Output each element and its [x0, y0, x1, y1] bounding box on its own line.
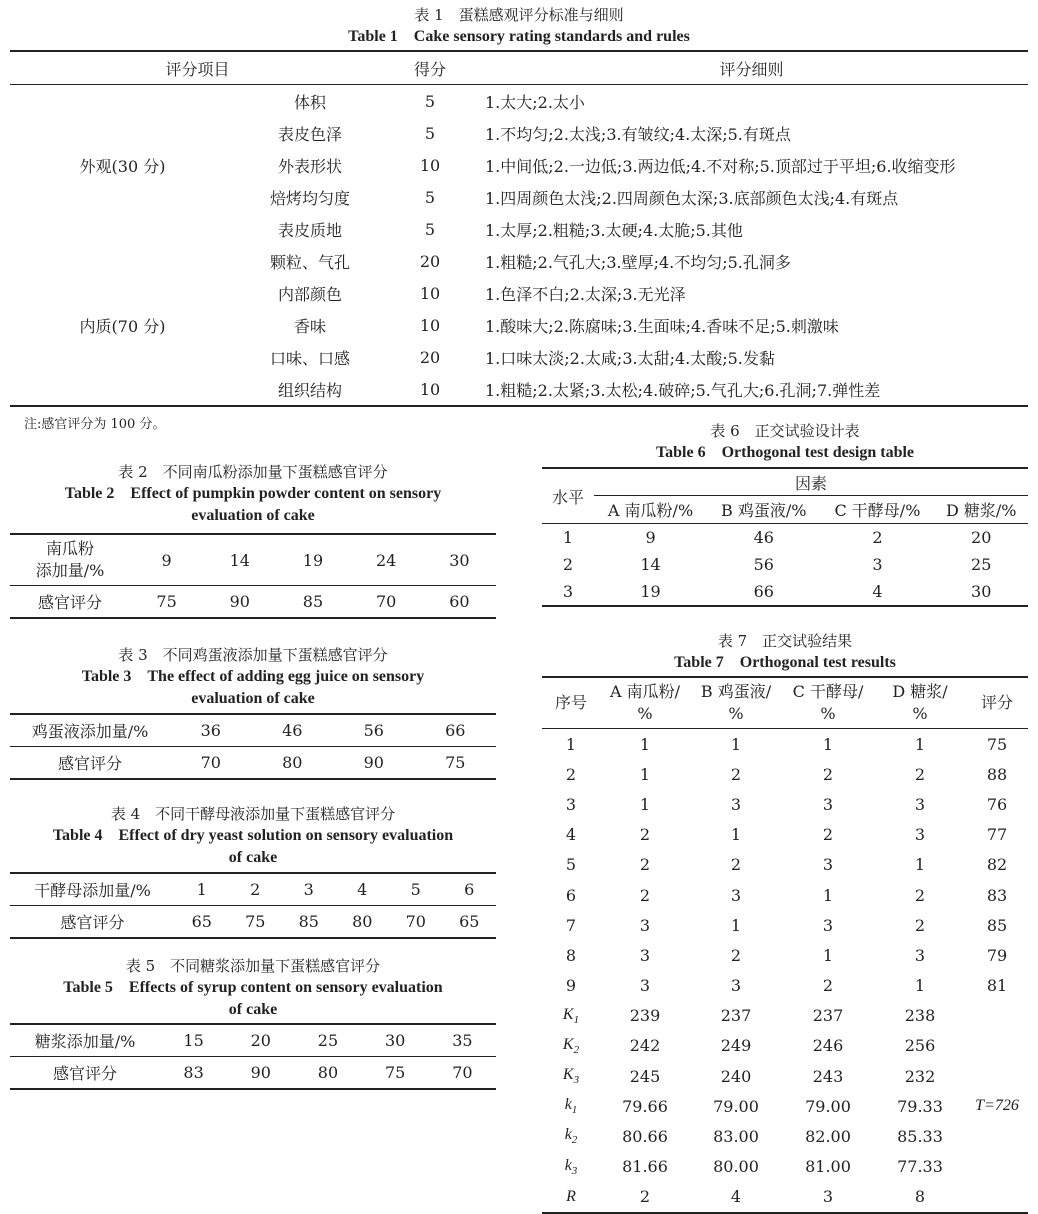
table7-cell: 3: [730, 976, 742, 996]
table7-cell: 1: [914, 976, 926, 996]
table7-run-number: 3: [565, 794, 577, 814]
table7-stat-value: 2: [600, 1182, 690, 1213]
table5-score: 70: [429, 1057, 496, 1090]
table7-cell: 1: [822, 734, 834, 754]
table6-cell: 30: [934, 578, 1028, 606]
table5-caption-en-2: of cake: [228, 1001, 278, 1018]
table7-cell: 2: [822, 764, 834, 784]
table7-run-row: [542, 789, 1028, 819]
table1-score: 5: [424, 187, 436, 207]
table4-amount: 1: [175, 873, 229, 906]
table2-caption-en-2: evaluation of cake: [191, 507, 315, 524]
table1-score: 10: [419, 315, 441, 335]
table4-amount: 6: [443, 873, 497, 906]
table6-cell: 14: [640, 555, 661, 574]
table7-run-row: [542, 910, 1028, 940]
table1-item: 表皮色泽: [277, 124, 342, 144]
table7-header: [542, 677, 600, 729]
table7-stat-extra: [966, 1031, 1028, 1061]
table2-amount: 14: [203, 534, 276, 586]
table7-cell: 1: [822, 885, 834, 905]
table1-rules: 1.粗糙;2.太紧;3.太松;4.破碎;5.气孔大;6.孔洞;7.弹性差: [475, 373, 1028, 406]
table7-cell: 2: [639, 825, 651, 845]
table5-row-label: 糖浆添加量/%: [10, 1024, 160, 1057]
table3-score: 75: [415, 747, 497, 780]
table7-run-number: 5: [565, 855, 577, 875]
table3-amount: 36: [170, 714, 252, 747]
table7-stat-value: 79.33: [897, 1096, 943, 1116]
table7-stat-extra: [966, 1001, 1028, 1031]
table7-cell: 81: [986, 976, 1008, 996]
table7-run-number: 7: [565, 915, 577, 935]
table1-score: 5: [424, 219, 436, 239]
table7-stat-symbol: K: [562, 1066, 574, 1084]
table7-header-line1: C 干酵母/: [792, 682, 864, 701]
table7-stat-row: [542, 1031, 1028, 1061]
table3-caption-en-2: evaluation of cake: [191, 690, 315, 707]
table1-item: 表皮质地: [277, 220, 342, 240]
table3-score-label: 感官评分: [10, 747, 170, 780]
table7-cell: 1: [914, 855, 926, 875]
table7-stat-extra: [966, 1121, 1028, 1151]
table7-cell: 1: [639, 734, 651, 754]
table7-stat-symbol: R: [566, 1187, 576, 1205]
table1-item: 体积: [293, 92, 326, 112]
table7-stat-value: 80.00: [713, 1157, 759, 1177]
table3-amount: 46: [252, 714, 334, 747]
table7-header: [966, 677, 1028, 729]
table6-orthogonal-design: [542, 467, 1028, 607]
table4-amount: 5: [389, 873, 443, 906]
table7-stat-value: 8: [874, 1182, 966, 1213]
table7-stat-label: [542, 1001, 600, 1031]
table1-item: 外表形状: [277, 156, 342, 176]
table6-level: 3: [542, 578, 594, 606]
table6-cell: 3: [872, 555, 883, 574]
table7-run-number: 2: [565, 764, 577, 784]
table7-stat-value: 256: [904, 1036, 936, 1056]
table7-cell: 2: [822, 825, 834, 845]
table6-cell: 25: [971, 555, 992, 574]
table4-score: 80: [336, 906, 390, 939]
table7-stat-symbol: K: [562, 1005, 574, 1023]
table1-rules: 1.酸味大;2.陈腐味;3.生面味;4.香味不足;5.刺激味: [485, 316, 839, 336]
table1-row: [10, 245, 1028, 277]
table6-cell: 56: [753, 555, 774, 574]
table7-header-line2: %: [637, 704, 653, 723]
table7-stat-extra: [966, 1152, 1028, 1182]
table5-caption-en-1: Table 5 Effects of syrup content on sensory evaluation: [63, 979, 443, 996]
table2-score-label: 感官评分: [10, 586, 130, 619]
table1-item: 内部颜色: [277, 284, 342, 304]
table1-score: 5: [424, 91, 436, 111]
table7-stat-value: 237: [720, 1006, 752, 1026]
table7-cell: 3: [822, 915, 834, 935]
table1-caption: [10, 4, 1028, 48]
table7-stat-label: [542, 1061, 600, 1091]
table7-header-line1: 序号: [554, 693, 587, 712]
table4-amount: 3: [282, 873, 336, 906]
table1-rules: 1.太厚;2.粗糙;3.太硬;4.太脆;5.其他: [485, 220, 743, 240]
table2-score: 85: [276, 586, 349, 619]
table7-stat-subscript: 1: [573, 1013, 580, 1026]
table5-caption: [10, 955, 496, 1021]
table7-stat-label: [542, 1091, 600, 1121]
table7-run-row: [542, 880, 1028, 910]
table3-egg-juice: [10, 713, 496, 780]
table7-stat-symbol: k: [564, 1156, 572, 1174]
table1-caption-zh: 表 1 蛋糕感观评分标准与细则: [414, 6, 624, 24]
table4-caption-en-2: of cake: [228, 849, 278, 866]
table7-stat-row: [542, 1061, 1028, 1091]
table3-score: 70: [170, 747, 252, 780]
table4-score: 70: [389, 906, 443, 939]
table7-run-number: 6: [565, 885, 577, 905]
table7-cell: 79: [986, 945, 1008, 965]
table2-score: 60: [423, 586, 496, 619]
table7-cell: 3: [914, 825, 926, 845]
table1-caption-en: Table 1 Cake sensory rating standards and rules: [348, 28, 690, 45]
table7-header-line1: A 南瓜粉/: [609, 682, 681, 701]
table7-cell: 2: [730, 764, 742, 784]
table7-stat-symbol: k: [564, 1096, 572, 1114]
table7-cell: 3: [639, 945, 651, 965]
table6-factor-a: A 南瓜粉/%: [594, 496, 707, 524]
table1-rules: 1.口味太淡;2.太咸;3.太甜;4.太酸;5.发黏: [485, 348, 775, 368]
table5-amount: 30: [362, 1024, 429, 1057]
table7-stat-subscript: 2: [573, 1044, 580, 1057]
table6-caption-zh: 表 6 正交试验设计表: [710, 422, 860, 440]
table6-row: [542, 551, 1028, 578]
table7-stat-value: 239: [629, 1006, 661, 1026]
table3-score: 80: [252, 747, 334, 780]
table1-row: [10, 85, 1028, 118]
table1-rules: 1.中间低;2.一边低;3.两边低;4.不对称;5.顶部过于平坦;6.收缩变形: [485, 156, 956, 176]
table7-cell: 3: [639, 915, 651, 935]
table7-cell: 3: [914, 794, 926, 814]
table4-caption-zh: 表 4 不同干酵母液添加量下蛋糕感官评分: [110, 805, 396, 823]
table7-run-number: 4: [565, 825, 577, 845]
table6-factor-header: 因素: [594, 468, 1028, 496]
table7-orthogonal-results: [542, 676, 1028, 1214]
table7-stat-value: 85.33: [897, 1127, 943, 1147]
table4-score: 75: [229, 906, 283, 939]
table7-header-line1: 评分: [980, 693, 1013, 712]
table1-score: 5: [424, 123, 436, 143]
table7-header: [782, 677, 874, 729]
table7-stat-value: 232: [904, 1066, 936, 1086]
table7-stat-value: 79.00: [805, 1096, 851, 1116]
table6-level-header: 水平: [542, 468, 594, 524]
table7-cell: 75: [986, 734, 1008, 754]
table7-stat-value: 249: [720, 1036, 752, 1056]
table2-caption-zh: 表 2 不同南瓜粉添加量下蛋糕感官评分: [118, 463, 388, 481]
table6-cell: 20: [971, 528, 992, 547]
table4-amount: 4: [336, 873, 390, 906]
table3-caption-zh: 表 3 不同鸡蛋液添加量下蛋糕感官评分: [118, 646, 388, 664]
table2-score: 70: [350, 586, 423, 619]
table7-stat-row: [542, 1182, 1028, 1213]
table3-amount: 56: [333, 714, 415, 747]
table7-cell: 3: [639, 976, 651, 996]
table1-item: 组织结构: [235, 373, 385, 406]
table7-run-row: [542, 820, 1028, 850]
table2-score: 75: [130, 586, 203, 619]
table7-stat-value: 245: [629, 1066, 661, 1086]
table2-caption-en-1: Table 2 Effect of pumpkin powder content on sensory: [64, 485, 442, 502]
table1-score: 20: [419, 347, 441, 367]
table1-score: 10: [419, 283, 441, 303]
table7-stat-label: [542, 1031, 600, 1061]
table6-cell: 2: [872, 528, 883, 547]
table7-cell: 1: [730, 825, 742, 845]
table7-stat-subscript: 3: [573, 1074, 580, 1087]
table2-pumpkin-powder: [10, 533, 496, 619]
table4-caption: [10, 803, 496, 869]
table4-dry-yeast: [10, 872, 496, 939]
table1-rules: 1.不均匀;2.太浅;3.有皱纹;4.太深;5.有斑点: [485, 124, 791, 144]
table5-amount: 25: [294, 1024, 361, 1057]
table2-amount: 19: [276, 534, 349, 586]
table1-group-appearance: 外观(30 分): [79, 156, 166, 176]
table7-stat-value: 83.00: [713, 1127, 759, 1147]
table6-cell: 4: [820, 578, 934, 606]
table6-caption: [542, 420, 1028, 464]
table1-item: 香味: [293, 316, 326, 336]
table3-caption-en-1: Table 3 The effect of adding egg juice on sensory: [81, 668, 425, 685]
table6-level: 1: [562, 528, 574, 547]
table4-caption-en-1: Table 4 Effect of dry yeast solution on sensory evaluation: [52, 827, 454, 844]
table5-score: 75: [362, 1057, 429, 1090]
table1-item: 颗粒、气孔: [269, 252, 350, 272]
table1-group-interior: 内质(70 分): [10, 245, 235, 406]
table4-row-label: 干酵母添加量/%: [10, 873, 175, 906]
table7-header-line2: %: [820, 704, 836, 723]
table5-amount: 15: [160, 1024, 227, 1057]
table7-run-number: 9: [565, 976, 577, 996]
table2-amount: 30: [423, 534, 496, 586]
table7-stat-subscript: 3: [571, 1164, 578, 1177]
table6-cell: 66: [707, 578, 820, 606]
table5-score: 90: [227, 1057, 294, 1090]
table7-cell: 88: [986, 764, 1008, 784]
table7-cell: 1: [639, 794, 651, 814]
table7-stat-value: 79.00: [713, 1096, 759, 1116]
table2-amount: 24: [350, 534, 423, 586]
table7-cell: 2: [914, 915, 926, 935]
table7-cell: 83: [986, 885, 1008, 905]
table7-caption-en: Table 7 Orthogonal test results: [674, 654, 896, 671]
table7-run-row: [542, 940, 1028, 970]
table4-amount: 2: [229, 873, 283, 906]
table7-stat-value: 4: [690, 1182, 782, 1213]
table5-score: 80: [294, 1057, 361, 1090]
table3-score: 90: [333, 747, 415, 780]
table1-sensory-standards: [10, 50, 1028, 407]
table7-header: [600, 677, 690, 729]
table1-score: 10: [419, 155, 441, 175]
table7-stat-subscript: 2: [571, 1134, 578, 1147]
table7-stat-value: 81.66: [622, 1157, 668, 1177]
table6-row: [542, 578, 1028, 606]
table7-cell: 3: [730, 794, 742, 814]
table1-note: 注:感官评分为 100 分。: [24, 417, 166, 432]
table7-cell: 2: [822, 976, 834, 996]
table7-run-row: [542, 759, 1028, 789]
table7-cell: 1: [730, 734, 742, 754]
table7-cell: 3: [730, 885, 742, 905]
table7-cell: 2: [639, 855, 651, 875]
table2-row-label: [10, 534, 130, 586]
table5-syrup: [10, 1023, 496, 1090]
table5-score: 83: [160, 1057, 227, 1090]
table7-cell: 2: [730, 945, 742, 965]
table6-cell: 46: [753, 528, 774, 547]
table7-cell: 2: [639, 885, 651, 905]
table1-header-score: 得分: [385, 51, 475, 85]
table7-stat-row: [542, 1121, 1028, 1151]
table7-cell: 77: [986, 825, 1008, 845]
table7-stat-value: 243: [812, 1066, 844, 1086]
table5-caption-zh: 表 5 不同糖浆添加量下蛋糕感官评分: [125, 957, 381, 975]
table7-cell: 3: [914, 945, 926, 965]
table6-factor-c: C 干酵母/%: [820, 496, 934, 524]
table6-row: [542, 524, 1028, 552]
table1-rules: 1.太大;2.太小: [485, 92, 585, 112]
table6-caption-en: Table 6 Orthogonal test design table: [655, 444, 915, 461]
table7-stat-extra: [966, 1061, 1028, 1091]
table5-score-label: 感官评分: [10, 1057, 160, 1090]
table6-factor-b: B 鸡蛋液/%: [707, 496, 820, 524]
table7-stat-subscript: 1: [571, 1104, 578, 1117]
table7-header: [874, 677, 966, 729]
table7-caption: [542, 630, 1028, 674]
table1-rules: 1.粗糙;2.气孔大;3.壁厚;4.不均匀;5.孔洞多: [485, 252, 791, 272]
table7-cell: 1: [822, 945, 834, 965]
table7-cell: 3: [822, 794, 834, 814]
table3-amount: 66: [415, 714, 497, 747]
table7-cell: 82: [986, 855, 1008, 875]
table7-header-line2: %: [728, 704, 744, 723]
table7-cell: 1: [914, 734, 926, 754]
table7-stat-label: [542, 1152, 600, 1182]
table7-run-row: [542, 729, 1028, 760]
table7-stat-extra: [966, 1182, 1028, 1213]
table7-cell: 2: [914, 885, 926, 905]
table1-item: 口味、口感: [269, 348, 350, 368]
table5-amount: 20: [227, 1024, 294, 1057]
table3-caption: [10, 644, 496, 710]
table7-stat-symbol: k: [564, 1126, 572, 1144]
table7-stat-value: 82.00: [805, 1127, 851, 1147]
table7-stat-label: [542, 1121, 600, 1151]
table7-cell: 1: [639, 764, 651, 784]
table7-stat-row: [542, 1001, 1028, 1031]
table7-run-row: [542, 971, 1028, 1001]
table7-stat-value: 3: [782, 1182, 874, 1213]
table1-rules: 1.色泽不白;2.太深;3.无光泽: [485, 284, 686, 304]
table6-cell: 19: [594, 578, 707, 606]
table4-score-label: 感官评分: [10, 906, 175, 939]
table7-cell: 76: [986, 794, 1008, 814]
table7-stat-label: [542, 1182, 600, 1213]
table7-header-line1: D 糖浆/: [892, 682, 948, 701]
table7-cell: 1: [730, 915, 742, 935]
table7-header-line2: %: [912, 704, 928, 723]
table3-row-label: 鸡蛋液添加量/%: [10, 714, 170, 747]
table2-row-label-1: 南瓜粉: [45, 539, 94, 558]
table1-rules: 1.四周颜色太浅;2.四周颜色太深;3.底部颜色太浅;4.有斑点: [485, 188, 899, 208]
table7-cell: 3: [822, 855, 834, 875]
table7-stat-value: 238: [904, 1006, 936, 1026]
table7-run-number: 8: [565, 945, 577, 965]
table7-stat-symbol: K: [562, 1035, 574, 1053]
table7-cell: 85: [986, 915, 1008, 935]
table7-stat-value: 237: [812, 1006, 844, 1026]
table7-stat-row: [542, 1152, 1028, 1182]
table7-run-row: [542, 850, 1028, 880]
table7-stat-value: 240: [720, 1066, 752, 1086]
table7-header-line1: B 鸡蛋液/: [700, 682, 772, 701]
table7-cell: 2: [730, 855, 742, 875]
table1-header-rules: 评分细则: [475, 51, 1028, 85]
table7-stat-value: 77.33: [897, 1157, 943, 1177]
table6-factor-d: D 糖浆/%: [934, 496, 1028, 524]
table6-level: 2: [562, 555, 574, 574]
table7-stat-extra: T=726: [975, 1097, 1019, 1115]
table4-score: 65: [443, 906, 497, 939]
table7-stat-value: 242: [629, 1036, 661, 1056]
table6-cell: 9: [645, 528, 656, 547]
table7-stat-value: 80.66: [622, 1127, 668, 1147]
table2-score: 90: [203, 586, 276, 619]
table7-stat-value: 81.00: [805, 1157, 851, 1177]
table4-score: 65: [175, 906, 229, 939]
table2-caption: [10, 461, 496, 527]
table2-row-label-2: 添加量/%: [35, 561, 105, 580]
table7-stat-row: [542, 1091, 1028, 1121]
table7-stat-value: 246: [812, 1036, 844, 1056]
table1-score: 10: [385, 373, 475, 406]
table5-amount: 35: [429, 1024, 496, 1057]
table4-score: 85: [282, 906, 336, 939]
table7-caption-zh: 表 7 正交试验结果: [717, 632, 853, 650]
table7-cell: 2: [914, 764, 926, 784]
table1-score: 20: [419, 251, 441, 271]
table7-run-number: 1: [565, 734, 577, 754]
table1-item: 焙烤均匀度: [269, 188, 350, 208]
table2-amount: 9: [130, 534, 203, 586]
table7-header: [690, 677, 782, 729]
table7-stat-value: 79.66: [622, 1096, 668, 1116]
table1-header-item: 评分项目: [10, 51, 385, 85]
